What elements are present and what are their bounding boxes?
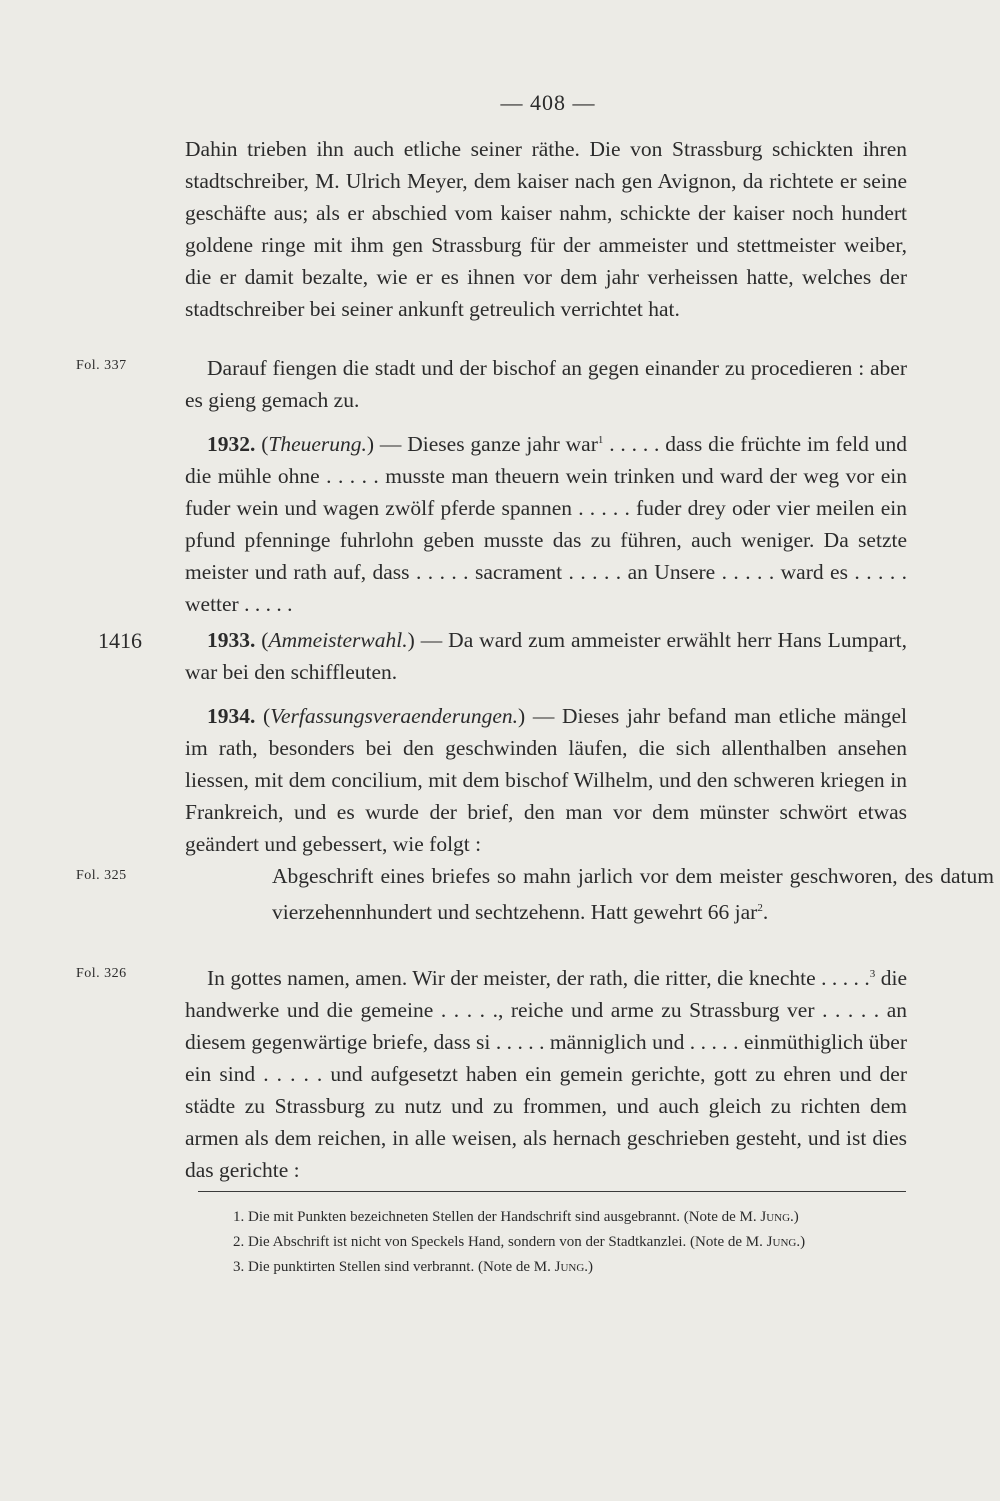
paragraph-procedure: Darauf fiengen die stadt und der bischof an gegen einander zu procedieren : aber es gieng gemach zu. [185,356,907,412]
footnote-ref-1: 1 [597,434,604,446]
margin-note-fol-337: Fol. 337 [76,358,127,373]
footnote-3-close: .) [584,1259,594,1275]
footnote-2-author: Jung [766,1234,797,1250]
footnote-1-close: .) [790,1209,799,1225]
entry-1934-number: 1934. [207,704,256,728]
abschrift-heading [185,860,994,928]
entry-1934-title: Verfassungsveraenderungen. [270,704,518,728]
oath-text-a: In gottes namen, amen. Wir der meister, der rath, die ritter, die knechte . . . . . [207,966,870,991]
footnote-ref-3: 3 [869,968,876,980]
entry-1934-text: — Dieses jahr befand man etliche mängel im rath, besonders bei den geschwinden läufen, die sich allenthalben ansehen liessen, mit dem concilium, mit dem bischof Wilhelm, und den schweren kriegen in Frankreich, und es wurde der brief, den man vor dem münster schwört etwas geändert und gebessert, wie folgt : [185,704,907,856]
entry-1933-number: 1933. [207,628,256,652]
footnotes [185,1205,907,1280]
footnote-3 [185,1255,907,1280]
footnote-1 [185,1205,907,1230]
footnote-divider [198,1191,906,1192]
abschrift-end: . [762,900,769,925]
entry-1933-text: — Da ward zum ammeister erwählt herr Hans Lumpart, war bei den schiffleuten. [185,628,907,684]
entry-1932-text-a: — Dieses ganze jahr war [374,432,598,457]
oath-paragraph [185,958,907,1186]
footnote-3-author: Jung [554,1259,585,1275]
entry-1932-title: Theuerung. [268,432,367,457]
entry-1932: 1932. (Theuerung.) — Dieses ganze jahr war$^1$ . . . . . dass die früchte im feld und die mühle ohne . . . . . musste man theuern wein trinken und ward der weg vor ein fuder wein und wagen zwölf pferde spannen . . . . . fuder drey oder vier meilen ein pfund pfenninge fuhrlohn geben musste das zu führen, auch weniger. Da setzte meister und rath auf, dass . . . . . sacrament . . . . . an Unsere . . . . . ward es . . . . . wetter . . . . . [185,432,907,617]
oath-text-b: die handwerke und die gemeine . . . . ., reiche und arme zu Strassburg ver . . . . . an diesem gegenwärtige briefe, dass si . . . . . männiglich und . . . . . einmüthiglich über ein sind . . . . . und aufgesetzt haben ein gemein gerichte, gott zu ehren und der städte zu Strassburg zu nutz und zu frommen, und auch gleich zu richten dem armen als dem reichen, in alle weisen, als hernach geschrieben gesteht, und ist dies das gerichte : [185,966,907,1183]
page-number: — 408 — [500,90,596,115]
footnote-2-close: .) [796,1234,806,1250]
margin-note-fol-325: Fol. 325 [76,868,127,883]
margin-year-1416: 1416 [98,628,142,653]
footnote-1-author: Jung [760,1209,791,1225]
footnote-1-text: 1. Die mit Punkten bezeichneten Stellen der Handschrift sind ausgebrannt. (Note de M. [233,1209,761,1225]
entry-1933: 1933. (Ammeisterwahl.) — Da ward zum ammeister erwählt herr Hans Lumpart, war bei den schiffleuten. [185,628,907,684]
abschrift-text: Abgeschrift eines briefes so mahn jarlich vor dem meister geschworen, des datum vierzehennhundert und sechtzehenn. Hatt gewehrt 66 jar [272,864,994,925]
footnote-2 [185,1230,907,1255]
footnote-3-text: 3. Die punktirten Stellen sind verbrannt. (Note de M. [233,1259,555,1275]
footnote-ref-2: 2 [757,902,763,914]
entry-1932-number: 1932. [207,432,256,457]
paragraph-intro: Dahin trieben ihn auch etliche seiner räthe. Die von Strassburg schickten ihren stadtschreiber, M. Ulrich Meyer, dem kaiser nach gen Avignon, da richtete er seine geschäfte aus; als er abschied vom kaiser nahm, schickte der kaiser noch hundert goldene ringe mit ihm gen Strassburg für der ammeister und stettmeister weiber, die er damit bezalte, wie er es ihnen vor dem jahr verheissen hatte, welches der stadtschreiber bei seiner ankunft getreulich verrichtet hat. [185,137,907,321]
footnote-2-text: 2. Die Abschrift ist nicht von Speckels Hand, sondern von der Stadtkanzlei. (Note de M. [233,1234,767,1250]
margin-note-fol-326: Fol. 326 [76,966,127,981]
entry-1933-title: Ammeisterwahl. [268,628,408,652]
entry-1934: 1934. (Verfassungsveraenderungen.) — Dieses jahr befand man etliche mängel im rath, besonders bei den geschwinden läufen, die sich allenthalben ansehen liessen, mit dem concilium, mit dem bischof Wilhelm, und den schweren kriegen in Frankreich, und es wurde der brief, den man vor dem münster schwört etwas geändert und gebessert, wie folgt : [185,704,907,856]
entry-1932-text-b: . . . . . dass die früchte im feld und die mühle ohne . . . . . musste man theuern wein trinken und ward der weg vor ein fuder wein und wagen zwölf pferde spannen . . . . . fuder drey oder vier meilen ein pfund pfenninge fuhrlohn geben musste das zu führen, auch weniger. Da setzte meister und rath auf, dass . . . . . sacrament . . . . . an Unsere . . . . . ward es . . . . . wetter . . . . . [185,432,907,617]
